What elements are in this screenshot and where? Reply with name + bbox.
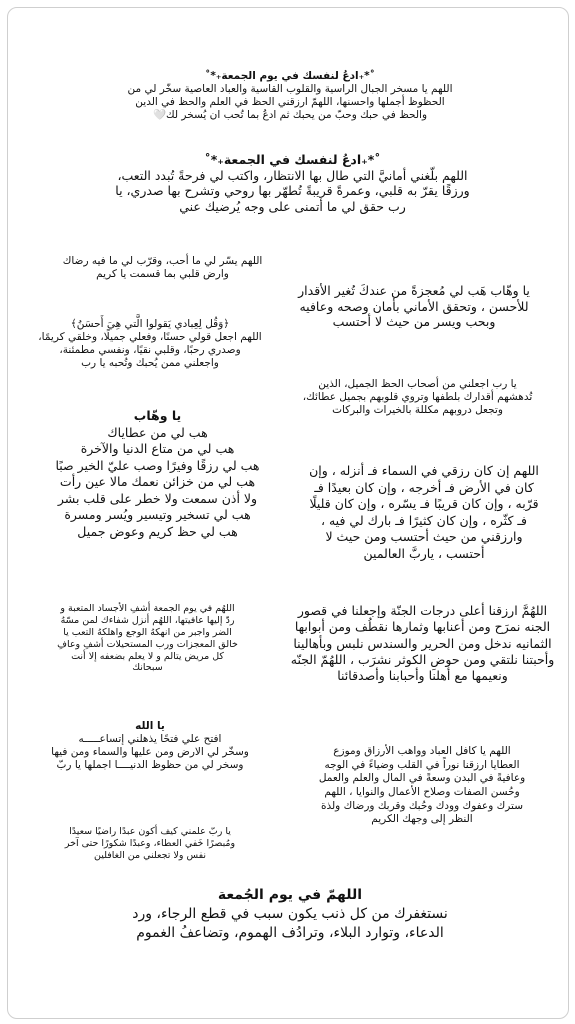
dua-line: وسخر لي من حظوظ الدنيــــا اجملها يا ربّ [56, 759, 244, 772]
dua-block-provider [288, 745, 556, 827]
dua-line: هب لي رزقًا وفيرًا وصب عليّ الخير صبًا [55, 457, 260, 473]
dua-block-healing [15, 603, 280, 674]
dua-line: اللهُمَّ ارزقنا أعلى درجات الجنّة وإجعلنا في قصور [297, 603, 548, 618]
dua-line: اللهم يا كافل العباد وواهب الأرزاق وموزع [333, 745, 511, 757]
dua-line: سترك وعفوك وودك وحُبك وقربك ورضاك ولذة [320, 799, 524, 812]
dua-line: رب حقق لي ما أتمنى على وجه يُرضيك عني [179, 198, 406, 214]
dua-line: كان في الأرض فـ أخرجه ، وإن كان بعيدًا فـ [314, 479, 534, 495]
dua-line: واجعلني ممن يُحبك وتُحبه يا رب [81, 357, 219, 370]
dua-block-ease [40, 255, 285, 281]
dua-line: وعافيةً في البدن وسعةً في المال والعلم والعمل [318, 772, 526, 785]
dua-line: ونعيمها مع أهلنا وأحبابنا وأصدقائنا [337, 668, 508, 683]
dua-line: ومُبصرًا خَفي العطاء، وعبدًا شكورًا حتى آخر [64, 837, 236, 849]
dua-line: النظر إلى وجهك الكريم [371, 813, 473, 826]
dua-block-wahhab [15, 408, 300, 540]
dua-line: تُدهشهم أقدارك بلطفها وتروي قلوبهم بجميل عطائك، [302, 391, 533, 404]
dua-line: وأحبتنا نلتقي ومن حوضِ الكوثر نشرَب ، اللهُمّ الجنّه [290, 651, 555, 667]
dua-line: قرّبه ، وإن كان قريبًا فـ يسّره ، وإن كان قليلًا [309, 496, 539, 511]
block-title: اللهمّ في يوم الجُمعة [217, 887, 363, 903]
dua-line: والحظ في حبك وحبّ من يحبك ثم ادعُ بما تُحب ان يُسخر لك🤍 [152, 109, 428, 122]
dua-line: اللهم يا مسخر الجبال الراسية والقلوب القاسية والعباد العاصية سخّر لي من [127, 83, 453, 96]
dua-line: الضر واجبر من انهكهُ الوجع واهلكهُ التعب يا [63, 626, 232, 638]
dua-line: يا وهّاب هَب لي مُعجزةً من عندكَ تُغير الأقدار [298, 283, 530, 298]
dua-line: يا ربّ علمني كيف أكون عبدًا راضيًا سعيدًا [69, 826, 231, 837]
friday-dua-block-1 [70, 70, 510, 123]
dua-block-good-fortune [290, 378, 545, 417]
dua-line: هب لي من عطاياك [107, 424, 208, 440]
dua-line: هب لي حظ كريم وعوض جميل [77, 523, 238, 539]
dua-line: الدعاء، وتوارد البلاء، وترادُف الهموم، وتضاعفُ الغموم [136, 924, 444, 941]
dua-line: سبحانك [132, 662, 163, 674]
dua-line: اللهم اجعل قولي حسنًا، وفعلي جميلًا، وخلقي كريمًا، [38, 331, 262, 344]
block-title: ˚*₊ادعُ لنفسك في يوم الجمعة₊*˚ [205, 70, 375, 82]
dua-line: هب لي من متاع الدنيا والآخرة [80, 441, 235, 456]
dua-line: هب لي من خزائن نعمك مالا عين رأت [59, 474, 256, 489]
dua-line: وصدري رحبًا، وقلبي نقيًا، ونفسي مطمئنة، [59, 344, 241, 357]
dua-block-gratitude [15, 826, 285, 862]
dua-line: العطايا ارزقنا نوراً في القلب وضياءً في الوجه [324, 758, 520, 771]
dua-line: فـ كثّره ، وإن كان كثيرًا فـ بارك لي فيه ، [320, 512, 528, 528]
dua-line: اللهم يسّر لي ما أحب، وقرّب لي ما فيه رضاك [62, 255, 263, 267]
friday-dua-block-2 [60, 152, 525, 215]
dua-line: يا وهّاب [133, 408, 182, 423]
dua-line: وبحب ويسر من حيث لا أحتسب [332, 314, 496, 330]
dua-line: الجنه نمرَح ومن أعنابها وثمارها نقطُف ومن أبوابها [294, 619, 551, 635]
dua-line: كل مريض يتالم و لا يعلم بضعفه إلا أنت [71, 650, 224, 662]
dua-line: وحُسن الصفات وصلاح الأعمال والنوايا ، اللهم [324, 785, 520, 798]
dua-block-paradise [285, 603, 560, 684]
dua-line: نفس ولا تجعلني من الغافلين [93, 849, 207, 861]
dua-line: يا الله [135, 720, 165, 732]
dua-line: اللهم بلّغني أمانيَّ التي طال بها الانتظار، واكتب لي فرحةً تُبدد التعب، [117, 167, 468, 183]
dua-line: افتح علي فتحًا يذهلني إتساعـــــه [78, 733, 222, 746]
dua-block-miracle [268, 283, 560, 330]
dua-block-good-speech [15, 318, 285, 371]
dua-line: وارض قلبي بما قسمت يا كريم [96, 268, 229, 281]
dua-line: وارزقني من حيث أحتسب ومن حيث لا [325, 529, 523, 544]
dua-line: الحظوظ أجملها واحسنها، اللهمّ ارزقني الحظ في العلم والحظ في الدين [135, 96, 445, 109]
dua-line: وسخّر لي الارض ومن عليها والسماء ومن فيها [51, 746, 249, 759]
dua-line: خالق المعجزات ورب المستحيلات أشفِ وعافِ [57, 638, 238, 650]
dua-block-ya-allah [15, 720, 285, 773]
dua-line: وتجعل دروبهم مكللة بالخيرات والبركات [332, 404, 503, 417]
dua-line: الثمانيه ندخل ومن الحرير والسندس نلبس وبأهالينا [293, 635, 552, 651]
dua-line: يا رب اجعلني من أصحاب الحظ الجميل، الذين [318, 378, 517, 390]
quran-verse: ﴿وَقُل لِعِبادي يَقولوا الَّتي هِيَ أَحسَنُ﴾ [70, 318, 230, 330]
dua-line: اللهُم في يوم الجمعة أشفِ الأجساد المتعبة و [60, 603, 235, 614]
dua-line: ردّ إليها عافيتها، اللهُم أنزل شفاءك لمن مسّهُ [60, 614, 235, 626]
dua-line: نستغفرك من كل ذنب يكون سبب في قطع الرجاء، ورد [132, 905, 448, 922]
dua-block-rizq [290, 463, 558, 562]
dua-line: اللهم إن كان رزقي في السماء فـ أنزله ، وإن [309, 463, 539, 478]
block-title: ˚*₊ادعُ لنفسك في الجمعة₊*˚ [204, 152, 381, 167]
dua-line: هب لي تسخير وتيسير ويُسر ومسرة [64, 507, 251, 522]
dua-line: للأحسن ، وتحقق الأماني بأمان وصحه وعافيه [299, 298, 529, 314]
dua-line: ورزقًا يقرّ به قلبي، وعمرةً قريبةً تُطهّر بها روحي وتشرح بها صدري، يا [115, 183, 470, 199]
dua-block-forgiveness [55, 886, 525, 943]
dua-line: ولا أذن سمعت ولا خطر على قلب بشر [57, 490, 258, 506]
dua-line: أحتسب ، ياربَّ العالمين [363, 545, 485, 561]
